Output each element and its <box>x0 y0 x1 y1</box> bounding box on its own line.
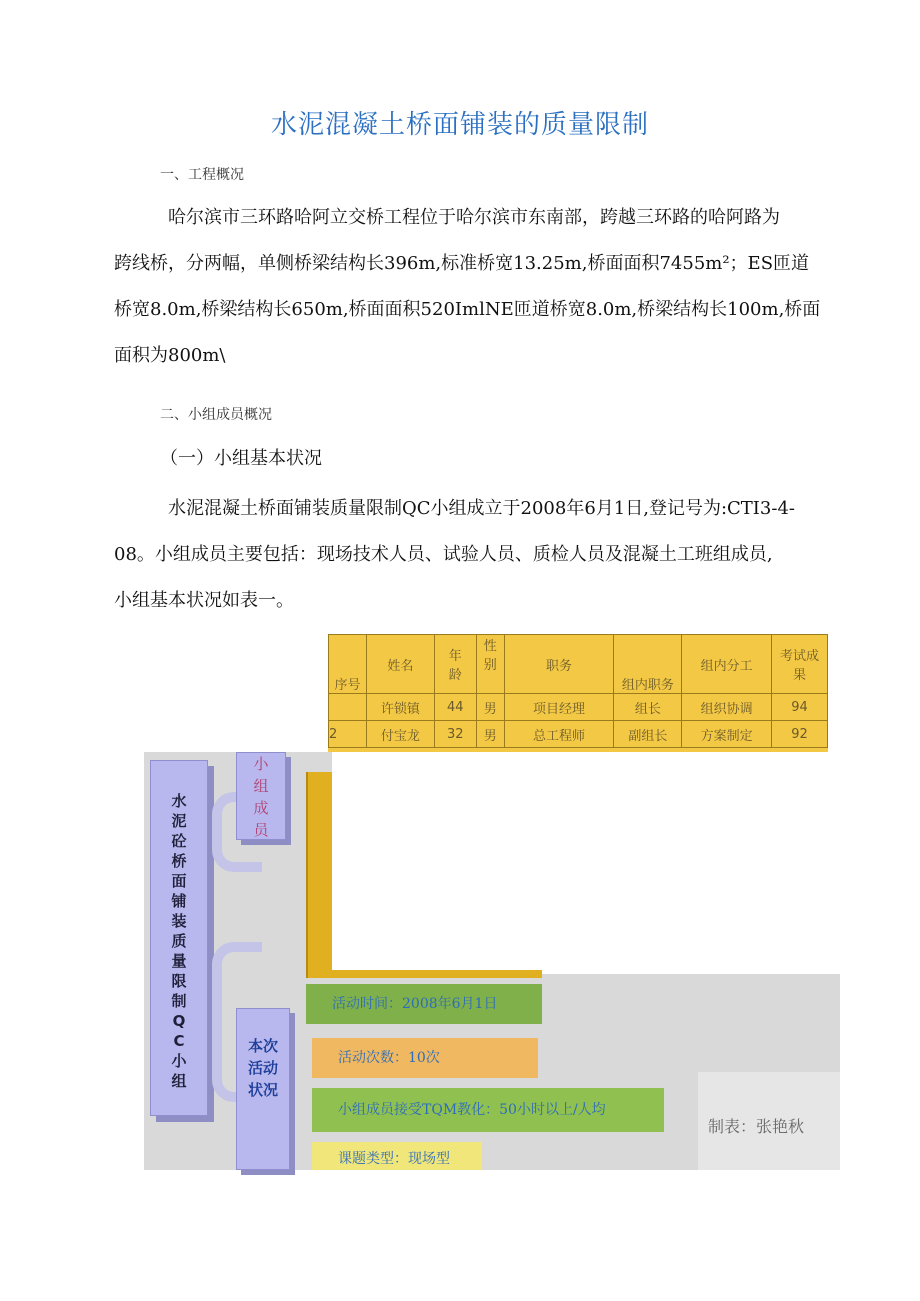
table-cell: 付宝龙 <box>366 721 434 748</box>
signature-text: 制表：张艳秋 <box>708 1117 805 1136</box>
gold-connector-base <box>330 970 542 978</box>
table-row <box>329 721 828 748</box>
table-header-cell: 组内职务 <box>614 635 682 694</box>
activity-time-bar <box>306 984 542 1024</box>
table-cell: 44 <box>434 694 476 721</box>
activity-label: 本次活动状况 <box>247 1037 278 1099</box>
table-cell: 总工程师 <box>504 721 614 748</box>
table-cell: 许锁镇 <box>366 694 434 721</box>
table-cell: 项目经理 <box>504 694 614 721</box>
activity-count-text: 活动次数：10次 <box>338 1050 440 1066</box>
table-cell: 方案制定 <box>682 721 772 748</box>
page-title: 水泥混凝土桥面铺装的质量限制 <box>270 110 649 140</box>
section2-line-2: 08。小组成员主要包括：现场技术人员、试验人员、质检人员及混凝土工班组成员, <box>114 544 773 565</box>
table-header-row <box>329 635 828 694</box>
section1-line-4: 面积为800m\ <box>114 345 226 366</box>
members-column <box>236 752 286 840</box>
section1-line-1: 哈尔滨市三环路哈阿立交桥工程位于哈尔滨市东南部，跨越三环路的哈阿路为 <box>168 207 780 228</box>
table-header-cell: 考试成果 <box>772 635 828 694</box>
table-cell <box>329 694 367 721</box>
table-cell: 94 <box>772 694 828 721</box>
activity-column <box>236 1008 290 1170</box>
tqm-training-bar <box>312 1088 664 1132</box>
table-header-cell: 年龄 <box>434 635 476 694</box>
table-header-cell: 职务 <box>504 635 614 694</box>
main-group-column <box>150 760 208 1116</box>
tqm-training-text: 小组成员接受TQM教化：50小时以上/人均 <box>338 1102 606 1118</box>
section1-line-2: 跨线桥，分两幅，单侧桥梁结构长396m,标准桥宽13.25m,桥面面积7455m²；ES匝道 <box>114 253 810 274</box>
member-table <box>328 634 828 752</box>
section2-heading: 二、小组成员概况 <box>160 407 272 423</box>
section2-line-3: 小组基本状况如表一。 <box>114 590 294 611</box>
topic-type-bar <box>312 1142 482 1170</box>
table-cell: 2 <box>329 721 367 748</box>
table-cell: 组长 <box>614 694 682 721</box>
gold-connector <box>306 772 332 978</box>
activity-time-text: 活动时间：2008年6月1日 <box>332 996 498 1012</box>
table-cell: 男 <box>476 721 504 748</box>
section2-subheading: （一）小组基本状况 <box>160 448 322 469</box>
table-header-cell: 组内分工 <box>682 635 772 694</box>
table-header-cell: 性别 <box>476 635 504 694</box>
table-cell: 副组长 <box>614 721 682 748</box>
section1-line-3: 桥宽8.0m,桥梁结构长650m,桥面面积520ImlNE匝道桥宽8.0m,桥梁结构长100m,桥面 <box>114 299 821 320</box>
section2-line-1: 水泥混凝土桥面铺装质量限制QC小组成立于2008年6月1日,登记号为:CTI3-4- <box>168 498 795 519</box>
activity-count-bar <box>312 1038 538 1078</box>
table-header-cell: 序号 <box>329 635 367 694</box>
table-cell: 男 <box>476 694 504 721</box>
section1-heading: 一、工程概况 <box>160 167 244 183</box>
qc-group-diagram <box>144 752 840 1170</box>
table-row <box>329 694 828 721</box>
table-header-cell: 姓名 <box>366 635 434 694</box>
members-label: 小组成员 <box>253 755 269 839</box>
diagram-blank-area <box>332 752 840 974</box>
main-group-label: 水泥砼桥面铺装质量限制QC小组 <box>171 792 187 1090</box>
topic-type-text: 课题类型：现场型 <box>338 1151 450 1167</box>
table-cell: 组织协调 <box>682 694 772 721</box>
table-cell: 92 <box>772 721 828 748</box>
table-cell: 32 <box>434 721 476 748</box>
